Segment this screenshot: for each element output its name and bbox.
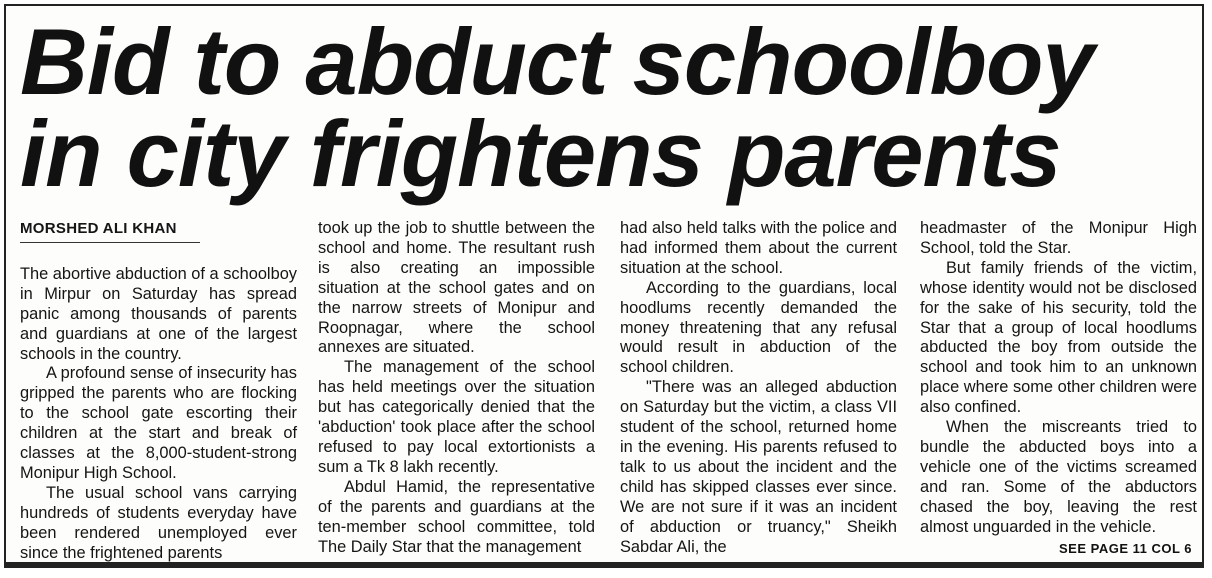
paragraph: "There was an alleged abduction on Saturday but the victim, a class VII student of the school, returned home in the evening. His parents refused to talk to us about the incident and the child has skipped classes ever since. We are not sure if it was an incident of abduction or truancy," Sheikh Sabdar Ali, the xyxy=(620,378,897,556)
paragraph: A profound sense of insecurity has gripped the parents who are flocking to the school gate escorting their children at the start and break of classes at the 8,000-student-strong Monipur High School. xyxy=(20,364,297,482)
paragraph: According to the guardians, local hoodlums recently demanded the money threatening that any refusal would result in abduction of the school children. xyxy=(620,278,897,377)
paragraph: Abdul Hamid, the representative of the parents and guardians at the ten-member school committee, told The Daily Star that the management xyxy=(318,477,595,556)
article-column-1 xyxy=(20,219,297,564)
byline: MORSHED ALI KHAN xyxy=(20,219,200,243)
article-column-4 xyxy=(920,219,1197,538)
paragraph: headmaster of the Monipur High School, told the Star. xyxy=(920,219,1197,257)
paragraph: The usual school vans carrying hundreds of students everyday have been rendered unemployed ever since the frightened parents xyxy=(20,483,297,562)
newspaper-clipping xyxy=(4,4,1204,568)
paragraph: But family friends of the victim, whose identity would not be disclosed for the sake of his security, told the Star that a group of local hoodlums abducted the boy from outside the school and took him to an unknown place where some other children were also confined. xyxy=(920,258,1197,417)
article-column-3 xyxy=(620,219,897,557)
paragraph: had also held talks with the police and had informed them about the current situation at the school. xyxy=(620,219,897,277)
paragraph: took up the job to shuttle between the school and home. The resultant rush is also creating an impossible situation at the school gates and on the narrow streets of Monipur and Roopnagar, where the school annexes are situated. xyxy=(318,219,595,357)
article-column-2 xyxy=(318,219,595,557)
paragraph: The abortive abduction of a schoolboy in Mirpur on Saturday has spread panic among thousands of parents and guardians at one of the largest schools in the country. xyxy=(20,264,298,363)
continuation-line: SEE PAGE 11 COL 6 xyxy=(1058,541,1192,556)
paragraph: The management of the school has held meetings over the situation but has categorically denied that the 'abduction' took place after the school refused to pay local extortionists a sum a Tk 8 lakh recently. xyxy=(318,358,595,476)
paragraph: When the miscreants tried to bundle the abducted boys into a vehicle one of the victims screamed and ran. Some of the abductors chased the boy, leaving the rest almost unguarded in the vehicle. xyxy=(920,418,1197,536)
bottom-rule xyxy=(6,562,1202,566)
headline: Bid to abduct schoolboy in city frightens parents xyxy=(20,9,1094,206)
